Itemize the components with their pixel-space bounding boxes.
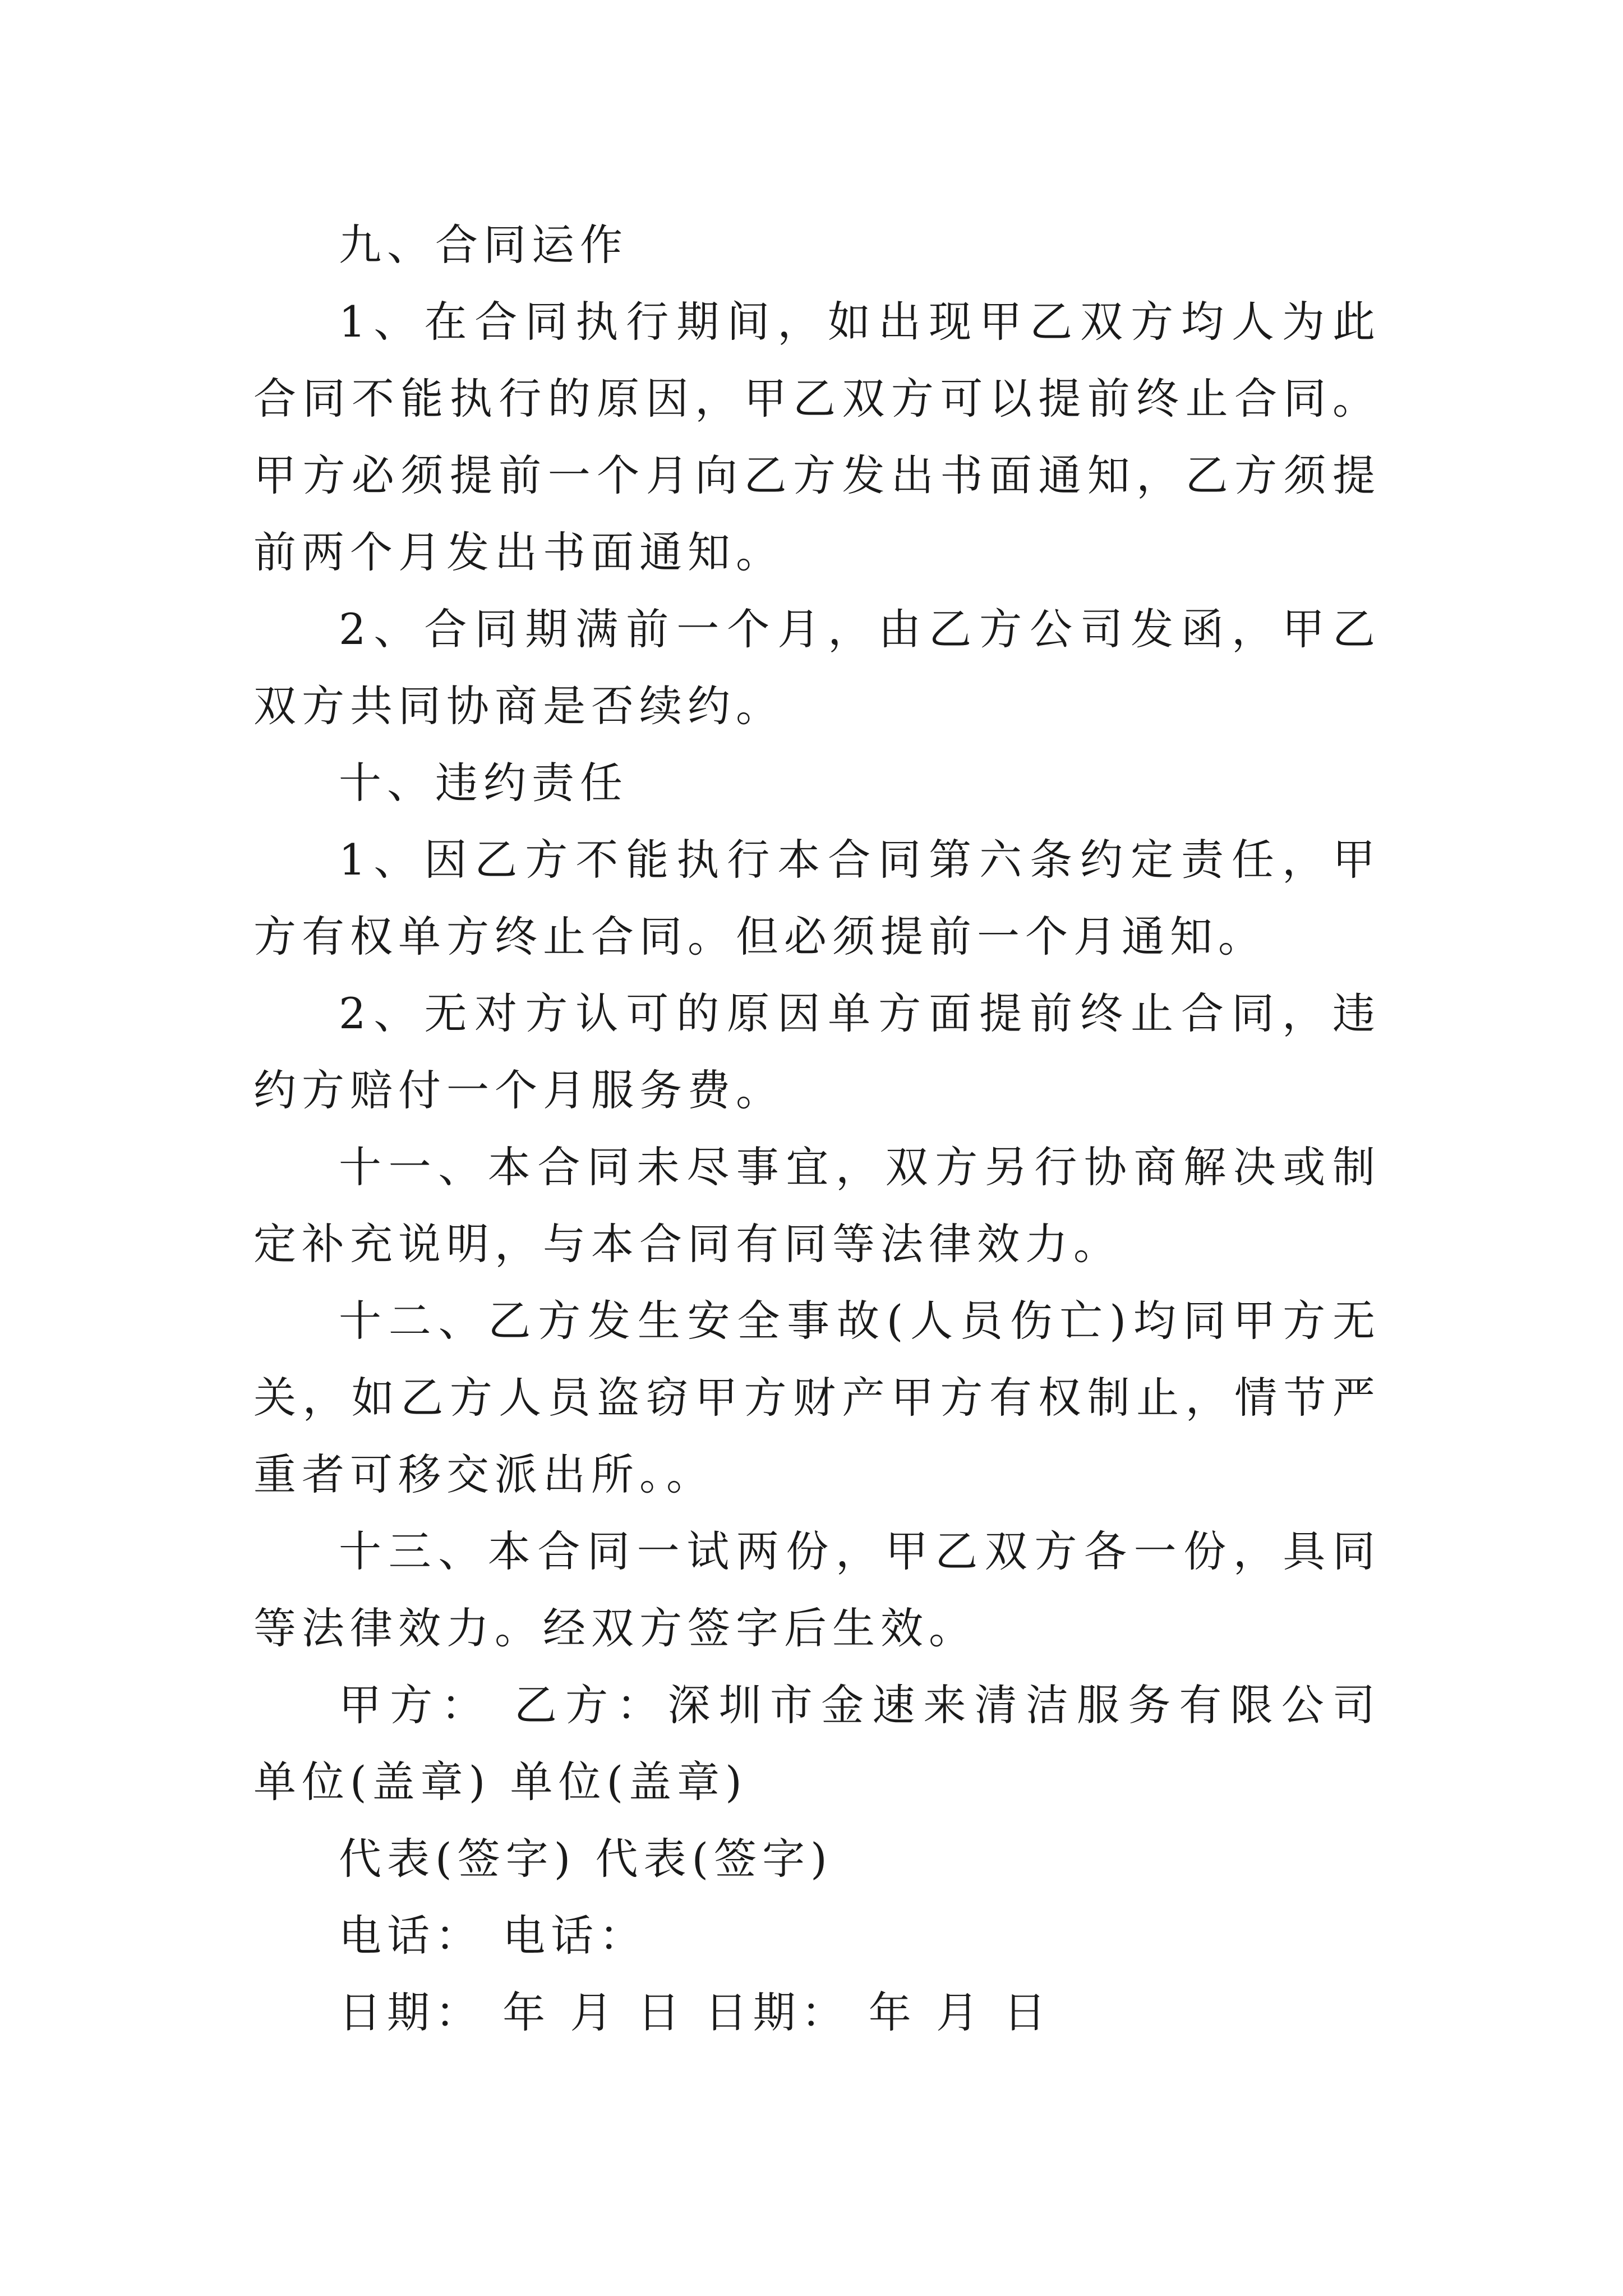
- clause-unilateral-termination: 1、因乙方不能执行本合同第六条约定责任，甲方有权单方终止合同。但必须提前一个月通知。: [253, 835, 1381, 961]
- signature-representatives: 代表(签字) 代表(签字): [339, 1834, 833, 1884]
- clause-renewal: 2、合同期满前一个月，由乙方公司发函，甲乙双方共同协商是否续约。: [253, 604, 1381, 731]
- clause-early-termination: 1、在合同执行期间，如出现甲乙双方均人为此合同不能执行的原因，甲乙双方可以提前终止合同。甲方必须提前一个月向乙方发出书面通知，乙方须提前两个月发出书面通知。: [253, 297, 1381, 577]
- signature-dates: 日期： 年 月 日 日期： 年 月 日: [339, 1987, 1052, 2037]
- signature-phones: 电话： 电话：: [339, 1911, 648, 1961]
- section-heading-breach-liability: 十、违约责任: [339, 758, 628, 808]
- section-heading-contract-operation: 九、合同运作: [339, 220, 628, 270]
- clause-supplementary-matters: 十一、本合同未尽事宜，双方另行协商解决或制定补充说明，与本合同有同等法律效力。: [253, 1142, 1381, 1269]
- clause-copies: 十三、本合同一试两份，甲乙双方各一份，具同等法律效力。经双方签字后生效。: [253, 1526, 1381, 1653]
- clause-compensation: 2、无对方认可的原因单方面提前终止合同，违约方赔付一个月服务费。: [253, 988, 1381, 1115]
- clause-safety-incidents: 十二、乙方发生安全事故(人员伤亡)均同甲方无关，如乙方人员盗窃甲方财产甲方有权制止，情节严重者可移交派出所。。: [253, 1296, 1381, 1499]
- signature-parties: 甲方： 乙方：深圳市金速来清洁服务有限公司 单位(盖章) 单位(盖章): [253, 1680, 1381, 1807]
- contract-body: [253, 206, 1381, 2051]
